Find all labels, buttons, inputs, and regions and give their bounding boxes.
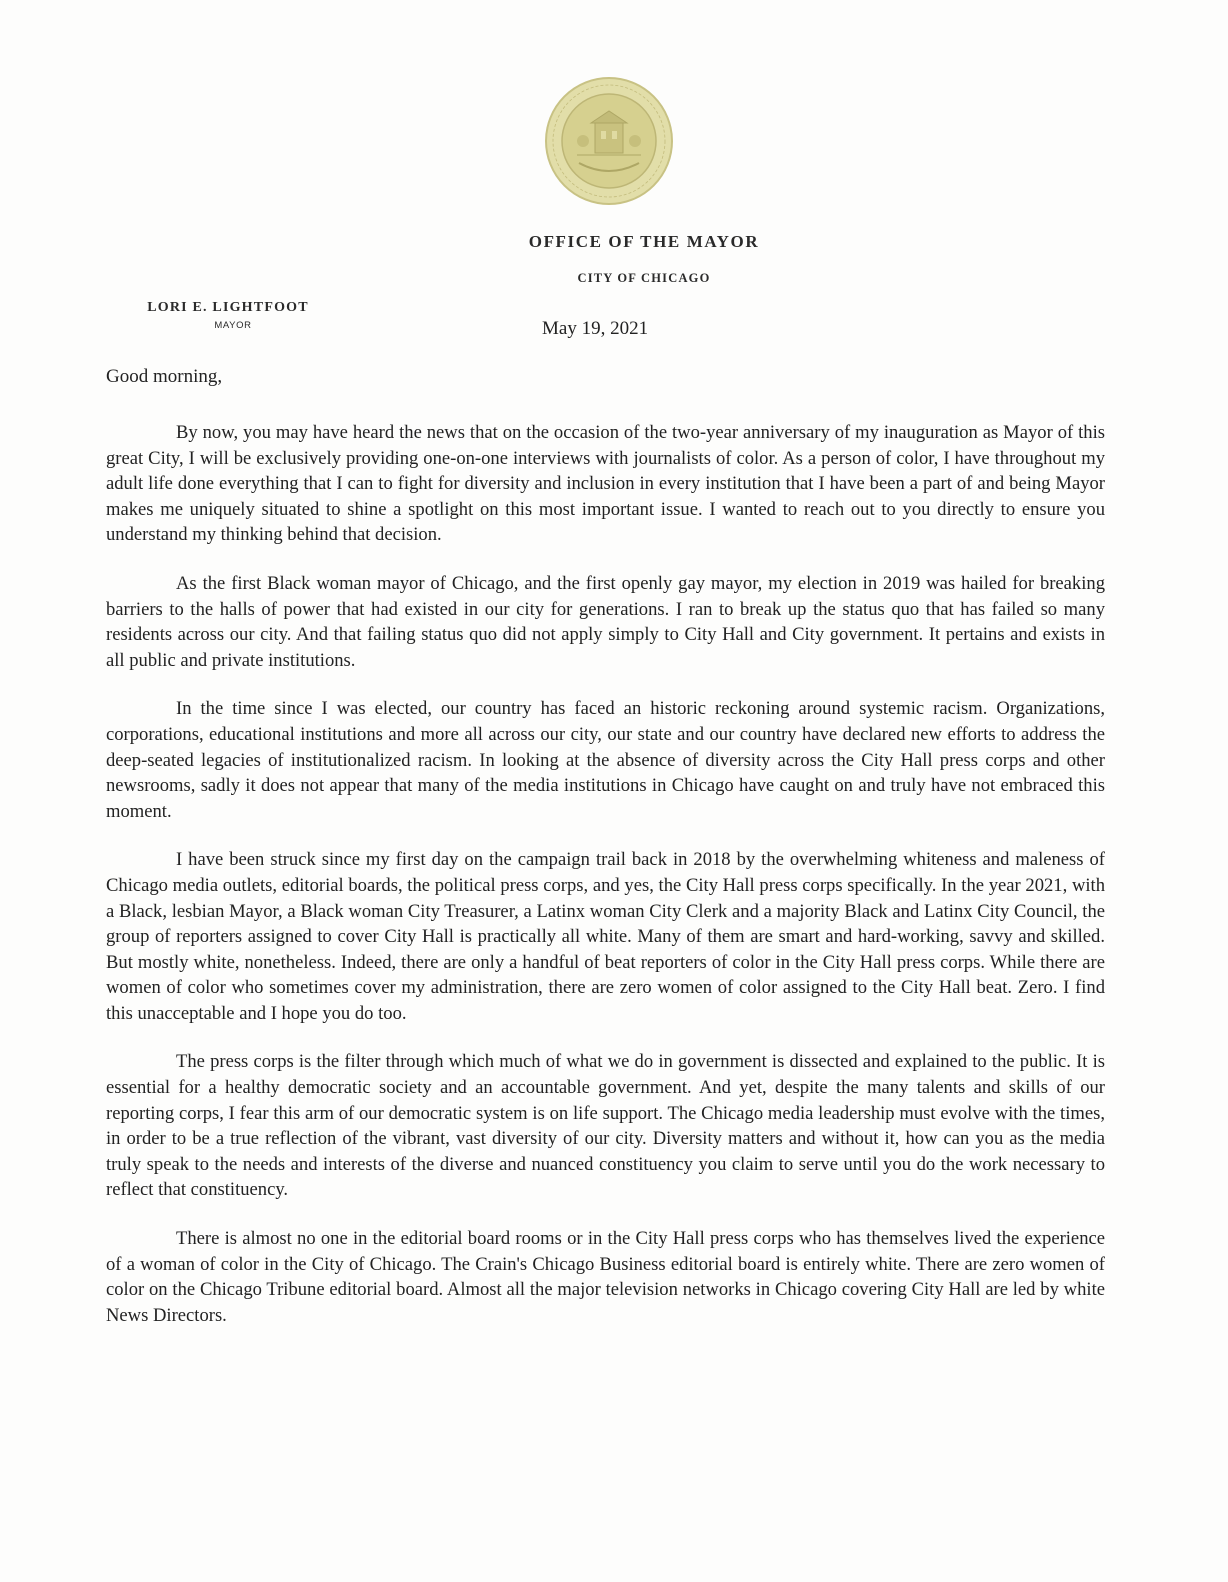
paragraph: By now, you may have heard the news that on the occasion of the two-year anniversary of my inauguration as Mayor of this great City, I will be exclusively providing one-on-one interviews with journalists of color. As a person of color, I have throughout my adult life done everything that I can to fight for diversity and inclusion in every institution that I have been a part of and being Mayor makes me uniquely situated to shine a spotlight on this most important issue. I wanted to reach out to you directly to ensure you understand my thinking behind that decision. [106,422,1105,546]
letter-body [106,420,1105,1351]
mayor-name: LORI E. LIGHTFOOT [147,300,309,315]
paragraph: I have been struck since my first day on the campaign trail back in 2018 by the overwhelming whiteness and maleness of Chicago media outlets, editorial boards, the political press corps, and yes, the City Hall press corps specifically. In the year 2021, with a Black, lesbian Mayor, a Black woman City Treasurer, a Latinx woman City Clerk and a majority Black and Latinx City Council, the group of reporters assigned to cover City Hall is practically all white. Many of them are smart and hard-working, savvy and skilled. But mostly white, nonetheless. Indeed, there are only a handful of beat reporters of color in the City Hall press corps. While there are women of color who sometimes cover my administration, there are zero women of color assigned to the City Hall beat. Zero. I find this unacceptable and I hope you do too. [106,849,1105,1024]
office-title: OFFICE OF THE MAYOR [528,232,760,251]
greeting: Good morning, [106,366,223,387]
paragraph: As the first Black woman mayor of Chicago, and the first openly gay mayor, my election in 2019 was hailed for breaking barriers to the halls of power that had existed in our city for generations. I ran to break up the status quo that has failed so many residents across our city. And that failing status quo did not apply simply to City Hall and City government. It pertains and exists in all public and private institutions. [106,572,1105,671]
city-title: CITY OF CHICAGO [577,271,711,285]
paragraph: The press corps is the filter through which much of what we do in government is dissected and explained to the public. It is essential for a healthy democratic society and an accountable government. And yet, despite the many talents and skills of our reporting corps, I fear this arm of our democratic system is on life support. The Chicago media leadership must evolve with the times, in order to be a true reflection of the vibrant, vast diversity of our city. Diversity matters and without it, how can you as the media truly speak to the needs and interests of the diverse and nuanced constituency you claim to serve until you do the work necessary to reflect that constituency. [106,1051,1105,1201]
letter-date: May 19, 2021 [542,318,649,339]
seal-graphic [543,75,675,207]
city-seal-icon [543,75,675,207]
paragraph: In the time since I was elected, our country has faced an historic reckoning around systemic racism. Organizations, corporations, educational institutions and more all across our city, our state and our country have declared new efforts to address the deep-seated legacies of institutionalized racism. In looking at the absence of diversity across the City Hall press corps and other newsrooms, sadly it does not appear that many of the media institutions in Chicago have caught on and truly have not embraced this moment. [106,698,1105,822]
mayor-title: MAYOR [214,320,252,331]
paragraph: There is almost no one in the editorial board rooms or in the City Hall press corps who has themselves lived the experience of a woman of color in the City of Chicago. The Crain's Chicago Business editorial board is entirely white. There are zero women of color on the Chicago Tribune editorial board. Almost all the major television networks in Chicago covering City Hall are led by white News Directors. [106,1228,1105,1326]
